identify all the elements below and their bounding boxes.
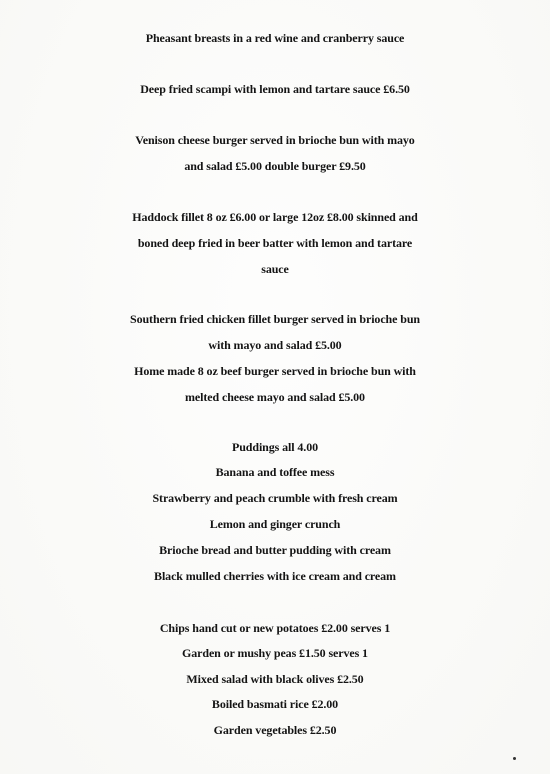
side-item: Chips hand cut or new potatoes £2.00 serves 1 [159,621,391,635]
side-item: Boiled basmati rice £2.00 [211,697,339,711]
side-item: Garden or mushy peas £1.50 serves 1 [182,646,368,660]
side-item: Garden vegetables £2.50 [213,723,337,737]
menu-line: Haddock fillet 8 oz £6.00 or large 12oz £8.00 skinned and [132,210,418,224]
menu-line: Deep fried scampi with lemon and tartare sauce £6.50 [140,82,410,96]
menu-line: Southern fried chicken fillet burger served in brioche bun [130,312,420,326]
menu-line: Home made 8 oz beef burger served in brioche bun with [134,364,416,378]
pudding-item: Strawberry and peach crumble with fresh cream [152,491,398,505]
menu-line: melted cheese mayo and salad £5.00 [185,390,365,404]
menu-line: and salad £5.00 double burger £9.50 [184,159,366,173]
pudding-item: Banana and toffee mess [215,465,335,479]
menu-line: with mayo and salad £5.00 [208,338,342,352]
pudding-item: Brioche bread and butter pudding with cream [159,543,391,557]
menu-line: Pheasant breasts in a red wine and cranberry sauce [145,31,405,45]
menu-line: sauce [261,262,289,276]
pudding-item: Lemon and ginger crunch [209,517,341,531]
pudding-item: Black mulled cherries with ice cream and cream [154,569,396,583]
speck-mark [513,757,516,760]
menu-line: boned deep fried in beer batter with lemon and tartare [137,236,413,250]
puddings-heading: Puddings all 4.00 [232,440,318,454]
side-item: Mixed salad with black olives £2.50 [186,672,364,686]
menu-line: Venison cheese burger served in brioche bun with mayo [135,133,415,147]
